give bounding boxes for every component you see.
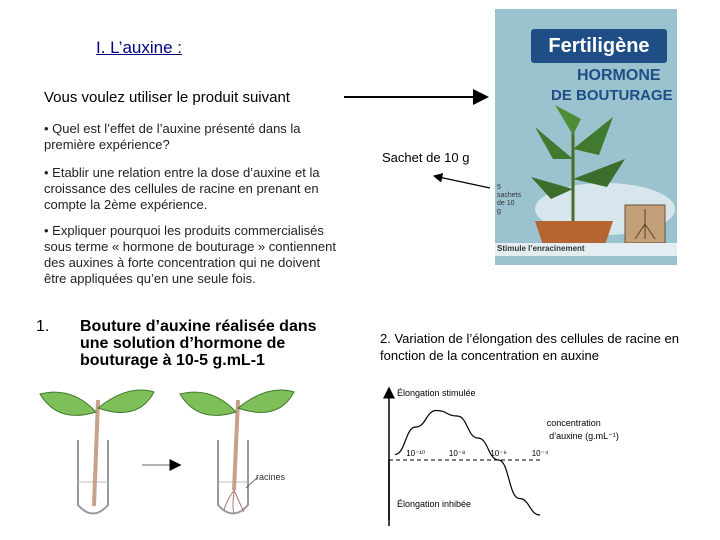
product-plant-illustration [495, 9, 677, 265]
leaf-left-2 [98, 390, 154, 412]
x-tick-label: 10⁻⁶ [490, 449, 507, 458]
product-side-text: 5 sachets de 10 g [497, 184, 522, 215]
product-name-line2: DE BOUTURAGE [551, 87, 673, 104]
x-tick-label: 10⁻¹⁰ [406, 449, 426, 458]
xlabel [547, 418, 619, 441]
question-3: • Expliquer pourquoi les produits commercialisés sous terme « hormone de bouturage » contiennent des auxines à forte concentration qui ne doivent être appliquées qu’en une seule fois. [44, 223, 336, 286]
product-name-line1: HORMONE [577, 67, 661, 84]
auxine-chart [375, 380, 645, 538]
leaf-right-2 [238, 390, 294, 412]
experiment-1-illustration [30, 380, 350, 538]
xlabel-line1: concentration [546, 418, 601, 428]
question-1: • Quel est l’effet de l’auxine présenté dans la première expérience? [44, 121, 301, 152]
xlabel-line2: d’auxine (g.mL⁻¹) [549, 431, 619, 441]
cutting-stem-right [234, 400, 238, 490]
leaf-left-1 [40, 392, 96, 415]
sachet-label: Sachet de 10 g [382, 150, 470, 165]
roots-label: racines [256, 472, 286, 482]
x-tick-label: 10⁻⁴ [531, 449, 549, 458]
leaf-right-1 [180, 392, 236, 415]
experiment-1-number: 1. [36, 318, 50, 335]
experiment-1-title: Bouture d’auxine réalisée dans une solution d’hormone de bouturage à 10-5 g.mL-1 [80, 318, 317, 369]
ylabel-top: Élongation stimulée [397, 388, 476, 398]
product-strip-text: Stimule l’enracinement [497, 244, 585, 253]
x-tick-label: 10⁻⁸ [448, 449, 466, 458]
cutting-stem-left [94, 400, 98, 506]
product-brand: Fertiligène [531, 29, 667, 63]
question-2: • Etablir une relation entre la dose d’auxine et la croissance des cellules de racine en prenant en compte la 2ème expérience. [44, 165, 320, 212]
intro-text: Vous voulez utiliser le produit suivant [44, 89, 290, 106]
sachet-arrow [434, 176, 490, 188]
product-image [495, 9, 677, 265]
experiment-2-title: 2. Variation de l’élongation des cellules de racine en fonction de la concentration en auxine [380, 331, 679, 363]
page-title: I. L’auxine : [96, 38, 183, 57]
ylabel-bottom: Élongation inhibée [397, 499, 472, 509]
